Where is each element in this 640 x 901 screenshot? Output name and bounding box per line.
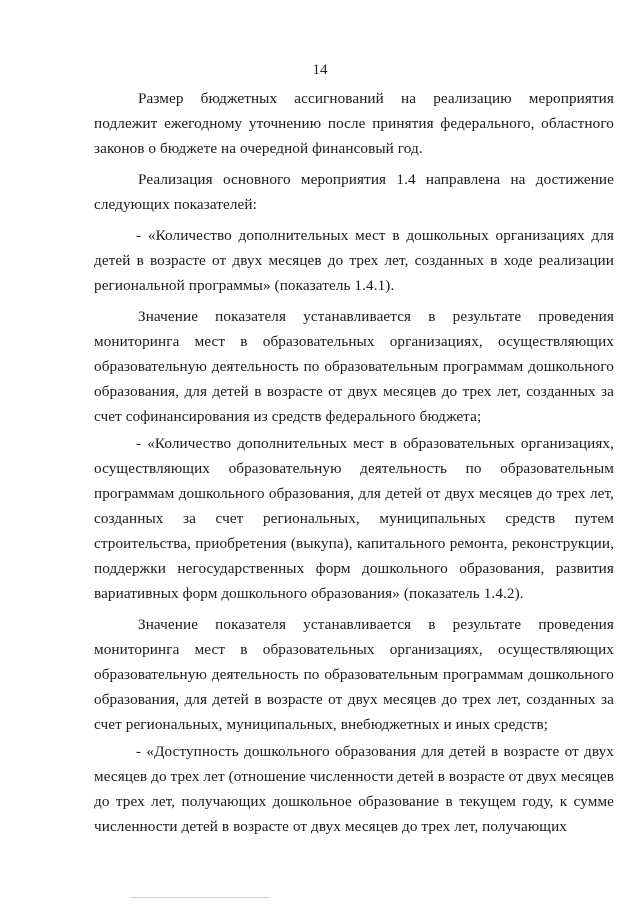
- paragraph-indicator-1-4-2-value: Значение показателя устанавливается в результате проведения мониторинга мест в образовательных организациях, осуществляющих образовательную деятельность по образовательным программам дошкольного образования, для детей в возрасте от двух месяцев до трех лет, созданных за счет региональных, муниципальных, внебюджетных и иных средств;: [94, 616, 614, 733]
- paragraph-indicator-1-4-1: - «Количество дополнительных мест в дошкольных организациях для детей в возрасте от двух месяцев до трех лет, созданных в ходе реализации региональной программы» (показатель 1.4.1).: [94, 227, 614, 294]
- paragraph-indicator-1-4-1-value: Значение показателя устанавливается в результате проведения мониторинга мест в образовательных организациях, осуществляющих образовательную деятельность по образовательным программам дошкольного образования, для детей в возрасте от двух месяцев до трех лет, созданных за счет софинансирования из средств федерального бюджета;: [94, 308, 614, 425]
- page-number: 14: [312, 62, 328, 78]
- paragraph-accessibility-indicator: - «Доступность дошкольного образования для детей в возрасте от двух месяцев до трех лет (отношение численности детей в возрасте от двух месяцев до трех лет, получающих дошкольное образование в текущем году, к сумме численности детей в возрасте от двух месяцев до трех лет, получающих: [94, 743, 614, 835]
- paragraph-indicator-1-4-2: - «Количество дополнительных мест в образовательных организациях, осуществляющих образовательную деятельность по образовательным программам дошкольного образования, для детей от двух месяцев до трех лет, созданных за счет региональных, муниципальных средств путем строительства, приобретения (выкупа), капитального ремонта, реконструкции, поддержки негосударственных форм дошкольного образования, развития вариативных форм дошкольного образования» (показатель 1.4.2).: [94, 435, 614, 602]
- body-text: [94, 86, 614, 841]
- paragraph-budget-allocations: Размер бюджетных ассигнований на реализацию мероприятия подлежит ежегодному уточнению после принятия федерального, областного законов о бюджете на очередной финансовый год.: [94, 90, 614, 157]
- scan-artifact-line: [130, 897, 270, 898]
- paragraph-measure-1-4-indicators: Реализация основного мероприятия 1.4 направлена на достижение следующих показателей:: [94, 171, 614, 213]
